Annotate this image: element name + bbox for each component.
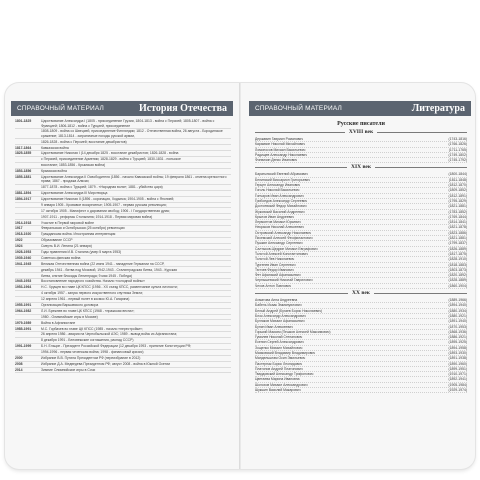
writer-name: Маяковский Владимир Владимирович [255,350,316,355]
timeline-text: Смерть В.И. Ленина (21 января) [41,244,92,249]
timeline-years: 1825-1855 [15,151,32,156]
writer-dates: (1823-1886) [448,230,467,235]
timeline-text: 4 октября 1957 - запуск первого искусственного спутника Земли; [41,291,144,296]
writer-dates: (1905-1984) [448,382,467,387]
timeline-text: Организация Варшавского договора [41,303,99,308]
timeline-text: Избрание В.В. Путина Президентом РФ (переизбрание в 2012) [41,356,141,361]
timeline-text: Царствование Николая I (14 декабря 1825 - восстание декабристов; 1826-1828 - война [41,151,179,156]
timeline-text: 1808-1809 - война со Швецией, присоединение Финляндии; 1812 - Отечественная война, 26 августа - Бородинское сражение; 1813-1814 - заграничные походы русской армии, [41,129,223,138]
left-page-caption: СПРАВОЧНЫЙ МАТЕРИАЛ [17,105,104,112]
writer-dates: (1880-1934) [448,308,467,313]
writer-dates: (1929-1974) [448,388,467,393]
writer-dates: (1812-1891) [448,193,467,198]
timeline-years: 1914-1918 [15,220,32,225]
writer-name: Фонвизин Денис Иванович [255,158,298,163]
writer-name: Ломоносов Михаил Васильевич [255,147,306,152]
timeline-text: Гражданская война. Иностранная интервенция [41,232,116,237]
writer-row [255,388,467,393]
timeline-years: 1928-1953 [15,250,32,254]
timeline-years: 1801-1825 [15,119,32,124]
writer-name: Чехов Антон Павлович [255,283,292,288]
writer-name: Фет Афанасий Афанасьевич [255,273,301,278]
timeline-years: 1939-1940 [15,255,32,260]
writer-dates: (1889-1966) [448,298,467,303]
timeline-text: 1994-1996 - первая чеченская война; 1998 - финансовый кризис) [41,350,144,355]
writer-dates: (1910-1971) [448,372,467,377]
writer-name: Радищев Александр Николаевич [255,152,308,157]
timeline-text: 1980 - Олимпийские игры в Москве) [41,314,98,319]
timeline-text: 17 октября 1905 - Манифест о даровании свобод; 1906 - I Государственная дума; [41,208,170,213]
timeline-text: 9 января 1905 - Кровавое воскресенье; 1905-1907 - первая русская революция; [41,202,167,207]
writer-dates: (1799-1837) [448,241,467,246]
timeline-years: 1855-1881 [15,175,32,180]
timeline-text: Н.С. Хрущев во главе ЦК КПСС (1956 - XX съезд КПСС, развенчание культа личности; [41,285,178,290]
writer-name: Грибоедов Александр Сергеевич [255,198,308,203]
writer-name: Толстой Алексей Константинович [255,251,308,256]
writer-name: Салтыков-Щедрин Михаил Евграфович [255,246,318,251]
writer-name: Гончаров Иван Александрович [255,193,304,198]
writer-dates: (1894-1958) [448,345,467,350]
writer-dates: (1817-1875) [448,251,467,256]
writer-name: Пушкин Александр Сергеевич [255,241,303,246]
writer-dates: (1812-1870) [448,183,467,188]
timeline-years: 1817-1864 [15,145,32,150]
timeline-text: 8 декабря 1991 - Беловежские соглашения, распад СССР) [41,338,134,343]
timeline-text: декабрь 1941 - битва под Москвой, 1942-1943 - Сталинградская битва, 1943 - Курская [41,267,177,272]
timeline-text: Восстановление народного хозяйства. Начало «холодной войны» [41,279,145,284]
timeline-text: Царствование Николая II (1896 - коронация, Ходынка; 1904-1905 - война с Японией; [41,196,175,201]
writer-dates: (1893-1930) [448,350,467,355]
era-heading [255,164,467,171]
writer-name: Бабель Исаак Эммануилович [255,303,302,308]
history-timeline [15,119,231,373]
left-page-title: История Отечества [138,103,227,114]
timeline-text: Февральская и Октябрьская (25 октября) революции [41,226,125,231]
era-rule [255,167,347,168]
writer-dates: (1800-1844) [448,172,467,177]
writer-name: Лермонтов Михаил Юрьевич [255,220,301,225]
writer-dates: (1821-1878) [448,225,467,230]
writer-name: Толстой Лев Николаевич [255,257,295,262]
writer-dates: (1766-1826) [448,142,467,147]
writer-name: Платонов Андрей Платонович [255,366,303,371]
timeline-years: 1985-1991 [15,326,32,331]
writer-name: Гумилев Николай Степанович [255,335,303,340]
writer-dates: (1870-1953) [448,324,467,329]
timeline-text: Советско-финская война [41,255,81,260]
timeline-years: 2008 [15,361,23,366]
timeline-text: Б.Н. Ельцин - Президент Российской Федерации (12 декабря 1993 - принятие Конституции РФ; [41,344,192,349]
writer-name: Белинский Виссарион Григорьевич [255,177,311,182]
timeline-years: 1917 [15,226,23,231]
right-page-title: Литература [411,103,465,114]
writer-dates: (1828-1889) [448,278,467,283]
timeline-text: 26 апреля 1986 - авария на Чернобыльской АЭС; 1989 - вывод войск из Афганистана; [41,332,178,337]
timeline-years: 1924 [15,244,23,249]
timeline-text: Участие в Первой мировой войне [41,220,94,225]
writer-dates: (1891-1940) [448,319,467,324]
timeline-text: Л.И. Брежнев во главе ЦК КПСС (1968 - «пражская весна»; [41,308,135,313]
writer-name: Твардовский Александр Трифонович [255,372,314,377]
writer-dates: (1894-1940) [448,303,467,308]
timeline-years: 1918-1920 [15,232,32,237]
timeline-text: 12 апреля 1961 - первый полет в космос Ю.А. Гагарина) [41,297,130,302]
writer-dates: (1814-1841) [448,220,467,225]
writer-dates: (1826-1889) [448,246,467,251]
writer-name: Белый Андрей (Бугаев Борис Николаевич) [255,308,323,313]
timeline-years: 1945-1953 [15,279,32,284]
writer-name: Герцен Александр Иванович [255,183,301,188]
timeline-row [15,119,231,129]
writer-dates: (1745-1792) [448,158,467,163]
timeline-text: восстание; 1853-1856 - Крымская война) [41,163,106,168]
writer-dates: (1868-1936) [448,329,467,334]
writer-dates: (1828-1910) [448,257,467,262]
timeline-text: 1907-1911 - реформы Столыпина; 1914-1918 - Первая мировая война) [41,214,153,219]
timeline-text: Война в Афганистане [41,320,76,325]
timeline-row [15,129,231,139]
left-page [5,83,239,469]
writer-row [255,284,467,289]
era-label: XIX век [350,164,372,171]
notebook-spread [5,83,475,469]
writer-name: Жуковский Василий Андреевич [255,209,305,214]
timeline-years: 1991-1999 [15,344,32,349]
era-label: XVIII век [348,129,374,135]
writer-name: Державин Гавриил Романович [255,137,304,141]
timeline-years: 1894-1917 [15,196,32,201]
timeline-years: 1881-1894 [15,191,32,196]
timeline-row [15,175,231,185]
writer-dates: (1890-1960) [448,361,467,366]
writer-name: Цветаева Марина Ивановна [255,377,300,382]
timeline-text: М.С. Горбачев во главе ЦК КПСС (1985 - начало «перестройки»; [41,326,143,331]
writer-name: Достоевский Федор Михайлович [255,204,307,209]
timeline-text: Великая Отечественная война (22 июня 1941 - нападение Германии на СССР, [41,261,165,266]
timeline-years: 1922 [15,238,23,243]
writer-dates: (1809-1852) [448,188,467,193]
writer-name: Пастернак Борис Леонидович [255,361,303,366]
writer-dates: (1811-1848) [448,177,467,182]
writer-dates: (1899-1951) [448,366,467,371]
writer-dates: (1783-1852) [448,209,467,214]
timeline-text: Царствование Александра II Освободителя (1856 - начало Кавказской войны; 19 февраля 1861 - отмена крепостного права; 1867 - продажа Аляски; [41,175,227,184]
right-page-caption: СПРАВОЧНЫЙ МАТЕРИАЛ [255,105,342,112]
timeline-text: Образование СССР [41,238,73,243]
writer-dates: (1820-1892) [448,273,467,278]
timeline-text: 1826-1828 - война с Персией; восстание декабристов) [41,139,127,144]
writer-dates: (1886-1921) [448,335,467,340]
timeline-text: Избрание Д.А. Медведева Президентом РФ; август 2008 - война в Южной Осетии [41,361,171,366]
timeline-years: 1964-1982 [15,308,32,313]
era-sections [255,129,467,393]
writer-dates: (1821-1881) [448,236,467,241]
writer-name: Есенин Сергей Александрович [255,340,304,345]
timeline-text: Царствование Александра III Миротворца [41,191,108,196]
writer-name: Тургенев Иван Сергеевич [255,262,296,267]
left-page-header [11,101,233,116]
timeline-years: 2014 [15,367,23,372]
literature-list [255,120,467,393]
writer-name: Баратынский Евгений Абрамович [255,172,308,177]
writer-name: Шолохов Михаил Александрович [255,382,308,387]
timeline-years: 1979-1989 [15,320,32,325]
writer-dates: (1818-1883) [448,262,467,267]
writer-name: Чернышевский Николай Гаврилович [255,278,313,283]
writer-row [255,158,467,163]
writer-dates: (1803-1873) [448,267,467,272]
era-rule [255,132,345,133]
writer-dates: (1795-1829) [448,198,467,203]
writer-name: Бунин Иван Алексеевич [255,324,293,329]
era-rule [255,293,348,294]
writer-dates: (1895-1925) [448,340,467,345]
writer-name: Блок Александр Александрович [255,313,306,318]
writers-heading: Русские писатели [337,121,385,127]
writer-dates: (1821-1881) [448,204,467,209]
writer-dates: (1880-1921) [448,313,467,318]
right-page [241,83,475,469]
writer-name: Горький Максим (Пешков Алексей Максимович) [255,329,331,334]
writer-name: Карамзин Николай Михайлович [255,142,306,147]
era-heading [255,290,467,297]
era-label: XX век [352,290,370,297]
era-rule [374,293,467,294]
right-page-header [249,101,471,116]
writer-name: Гоголь Николай Васильевич [255,188,300,193]
writer-name: Мандельштам Осип Эмильевич [255,356,306,361]
era-rule [375,167,467,168]
timeline-years: 1953-1964 [15,285,32,290]
writer-dates: (1892-1941) [448,377,467,382]
writer-dates: (1711-1765) [448,147,467,152]
writer-name: Писемский Алексей Феофилактович [255,236,313,241]
era-rule [377,132,467,133]
timeline-text: битва, снятие блокады Ленинграда; 9 мая 1945 - Победа) [41,273,133,278]
timeline-text: Зимние Олимпийские игры в Сочи [41,367,96,372]
timeline-text: Крымская война [41,169,67,174]
writer-name: Шукшин Василий Макарович [255,388,301,393]
timeline-text: с Персией, присоединение Армении; 1828-1829 - война с Турцией; 1830-1831 - польское [41,157,181,162]
writer-name: Булгаков Михаил Афанасьевич [255,319,305,324]
timeline-years: 1853-1856 [15,169,32,174]
timeline-text: Годы правления И.В. Сталина (умер 5 марта 1953) [41,250,122,254]
writer-dates: (1860-1904) [448,283,467,288]
writer-name: Зощенко Михаил Михайлович [255,345,303,350]
timeline-row [15,368,231,374]
era-heading [255,129,467,136]
writer-name: Тютчев Федор Иванович [255,267,294,272]
timeline-text: Царствование Александра I (1805 - присоединение Грузии, 1804-1813 - война с Персией; 1805-1807 - война с Францией; 1806-1812 - война с Турцией, присоединение [41,119,215,128]
writer-dates: (1743-1816) [448,137,467,141]
timeline-years: 1955-1991 [15,303,32,308]
writer-name: Островский Александр Николаевич [255,230,312,235]
timeline-years: 2000 [15,356,23,361]
writer-name: Некрасов Николай Алексеевич [255,225,304,230]
writer-dates: (1891-1938) [448,356,467,361]
timeline-years: 1941-1945 [15,261,32,266]
timeline-text: 1877-1878 - война с Турцией; 1879 - «Народная воля»; 1881 - убийство царя) [41,185,163,190]
writer-name: Крылов Иван Андреевич [255,214,295,219]
writer-dates: (1769-1844) [448,214,467,219]
writer-dates: (1749-1802) [448,152,467,157]
timeline-text: Кавказская война [41,145,69,150]
writer-name: Ахматова Анна Андреевна [255,298,298,303]
